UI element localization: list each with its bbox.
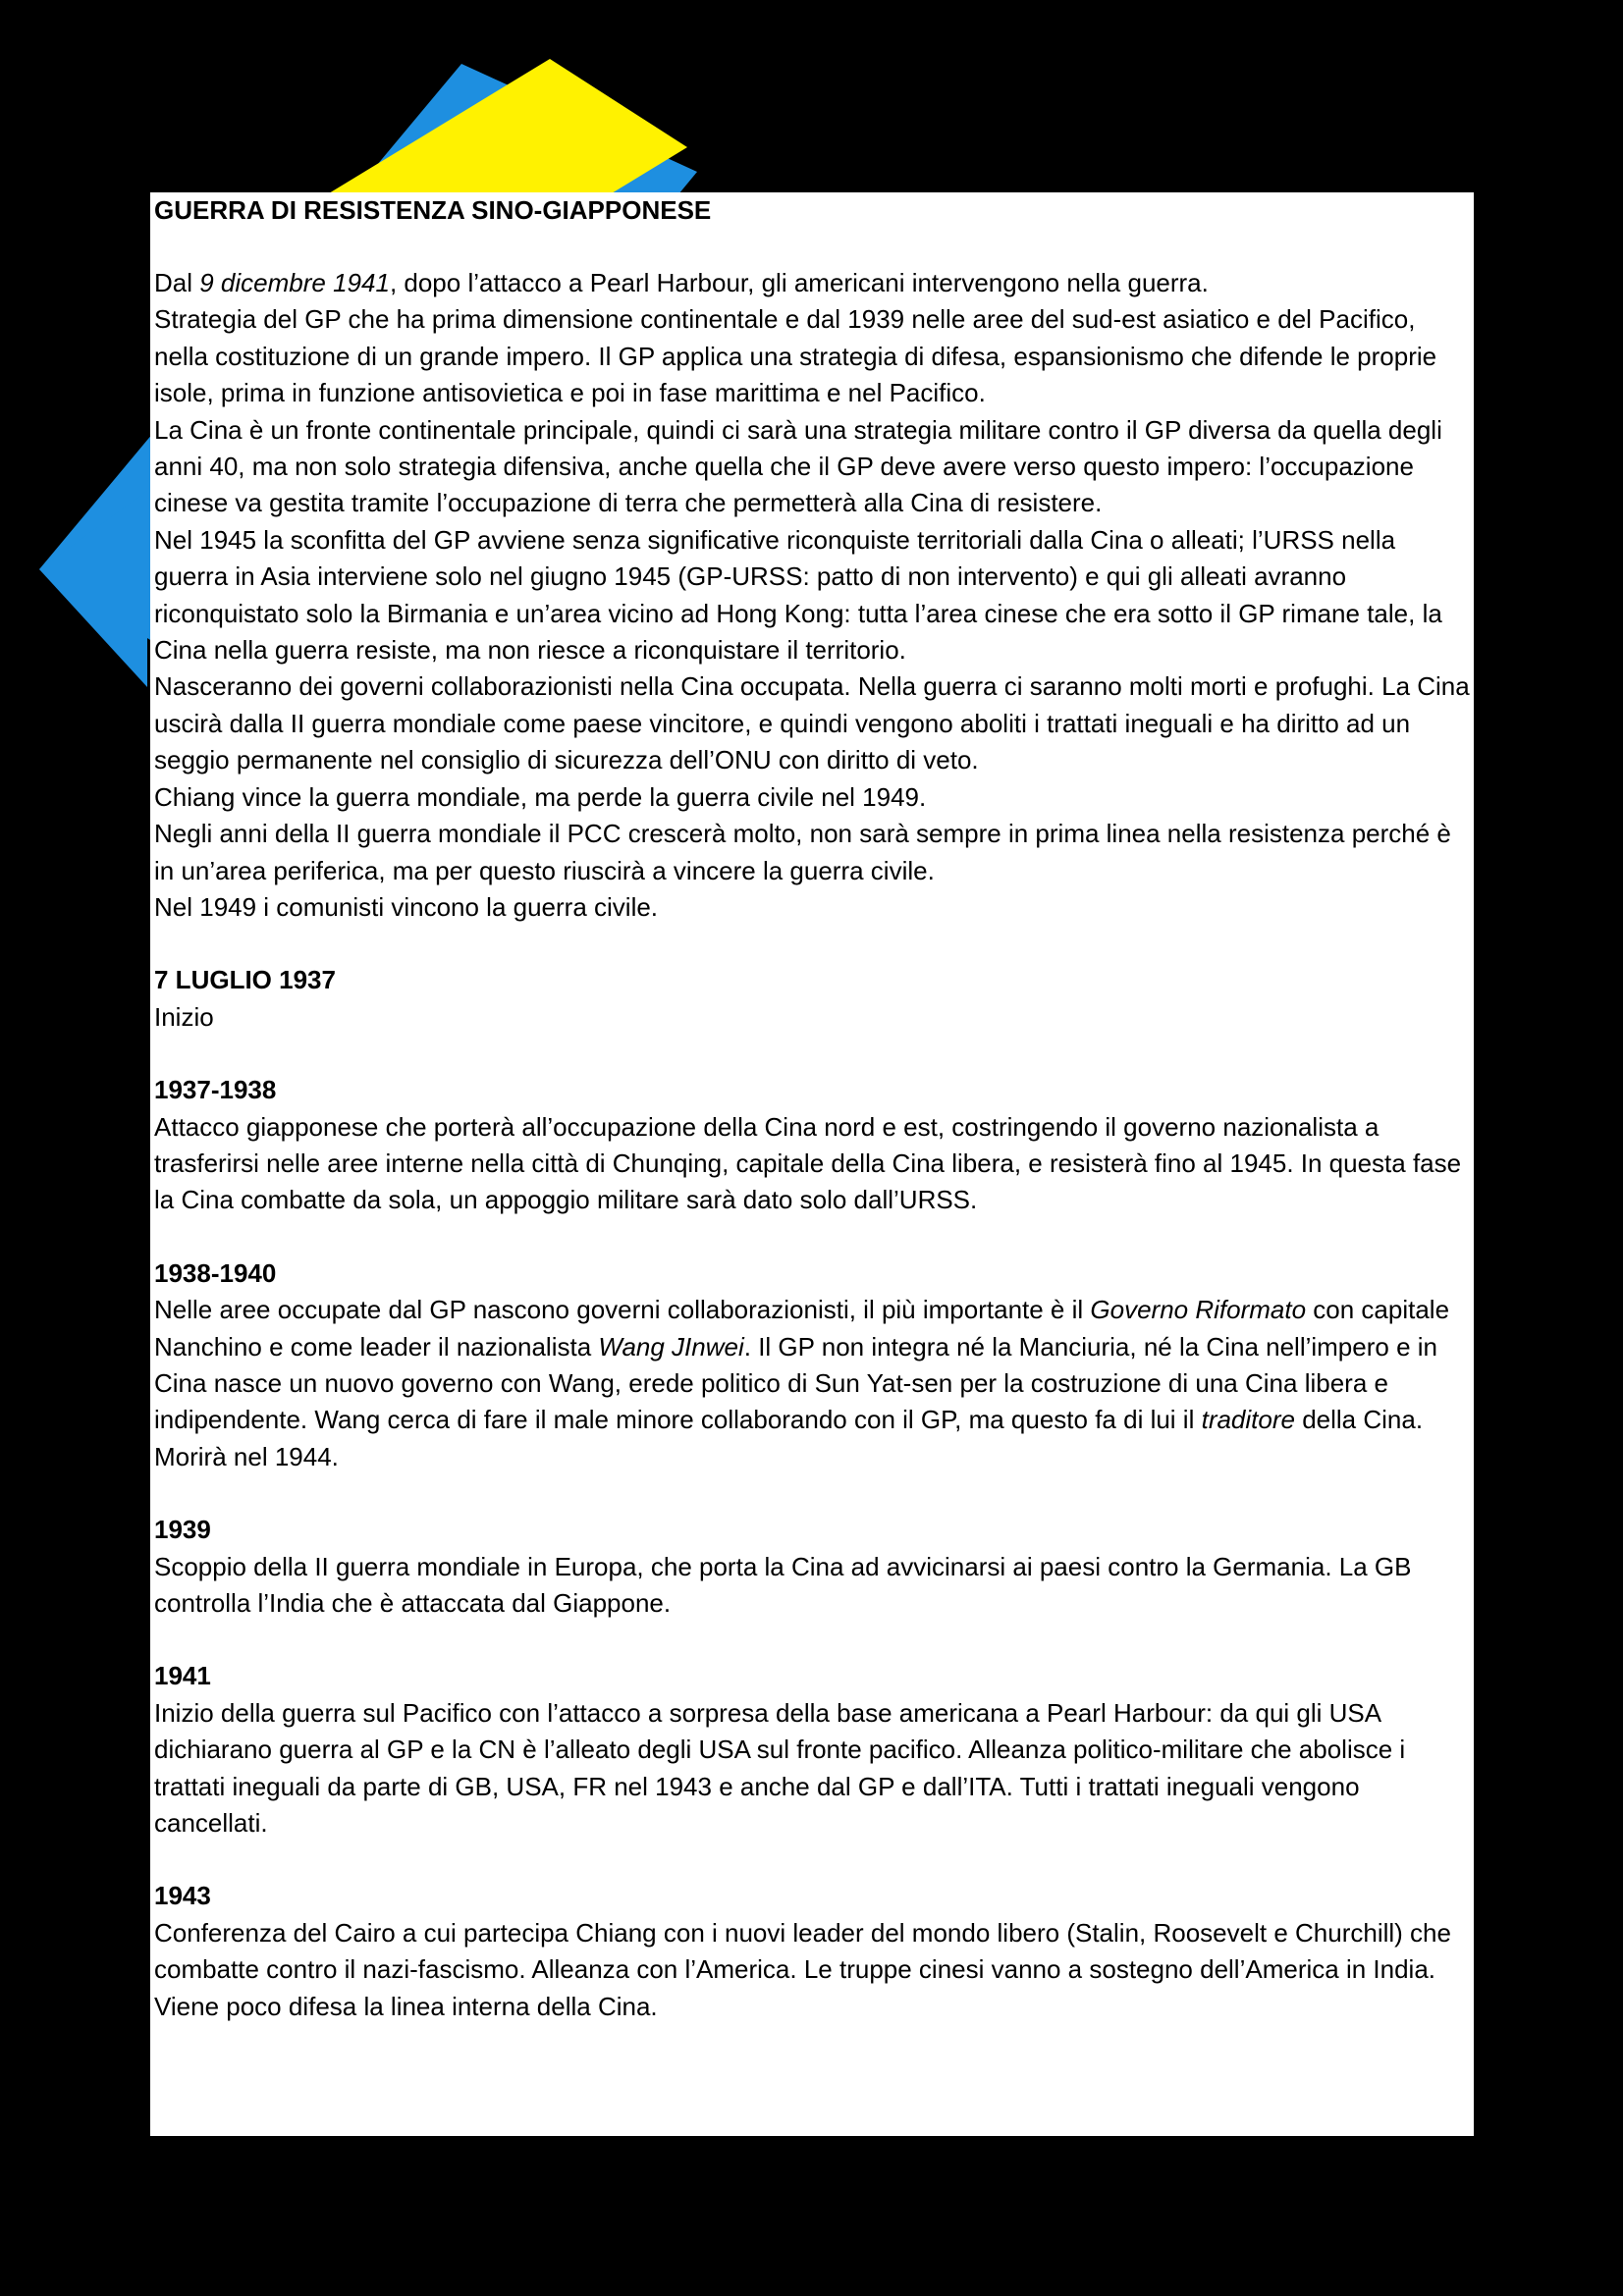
spacer	[154, 1036, 1470, 1072]
section-heading-1938-1940: 1938-1940	[154, 1257, 277, 1288]
spacer	[154, 1842, 1470, 1878]
intro-paragraph-6: Chiang vince la guerra mondiale, ma perde la guerra civile nel 1949.	[154, 781, 927, 812]
spacer	[154, 926, 1470, 962]
date-emphasis: 9 dicembre 1941	[199, 268, 390, 297]
section-text-1941: Inizio della guerra sul Pacifico con l’attacco a sorpresa della base americana a Pearl Harbour: da qui gli USA dichiarano guerra al GP e la CN è l’alleato degli USA sul fronte pacifico. Alleanza politico-militare che abolisce i trattati ineguali da parte di GB, USA, FR nel 1943 e anche dal GP e dall’ITA. Tutti i trattati ineguali vengono cancellati.	[154, 1697, 1406, 1839]
document-title: GUERRA DI RESISTENZA SINO-GIAPPONESE	[154, 195, 712, 225]
intro-paragraph-8: Nel 1949 i comunisti vincono la guerra civile.	[154, 891, 659, 922]
section-text-1937: Inizio	[154, 1001, 214, 1032]
section-heading-1937: 7 LUGLIO 1937	[154, 965, 336, 995]
intro-paragraph-2: Strategia del GP che ha prima dimensione continentale e dal 1939 nelle aree del sud-est asiatico e del Pacifico, nella costituzione di un grande impero. Il GP applica una strategia di difesa, espansionismo che difende le proprie isole, prima in funzione antisovietica e poi in fase marittima e nel Pacifico.	[154, 304, 1437, 408]
intro-paragraph-7: Negli anni della II guerra mondiale il PCC crescerà molto, non sarà sempre in prima linea nella resistenza perché è in un’area periferica, ma per questo riuscirà a vincere la guerra civile.	[154, 819, 1451, 885]
section-text-1937-1938: Attacco giapponese che porterà all’occupazione della Cina nord e est, costringendo il governo nazionalista a trasferirsi nelle aree interne nella città di Chunqing, capitale della Cina libera, e resisterà fino al 1945. In questa fase la Cina combatte da sola, un appoggio militare sarà dato solo dall’URSS.	[154, 1111, 1462, 1215]
section-text-1943: Conferenza del Cairo a cui partecipa Chiang con i nuovi leader del mondo libero (Stalin, Roosevelt e Churchill) che combatte contro il nazi-fascismo. Alleanza con l’America. Le truppe cinesi vanno a sostegno dell’America in India. Viene poco difesa la linea interna della Cina.	[154, 1917, 1451, 2021]
intro-paragraph-5: Nasceranno dei governi collaborazionisti nella Cina occupata. Nella guerra ci saranno molti morti e profughi. La Cina uscirà dalla II guerra mondiale come paese vincitore, e quindi vengono aboliti i trattati ineguali e ha diritto ad un seggio permanente nel consiglio di sicurezza dell’ONU con diritto di veto.	[154, 671, 1470, 775]
section-text-1938-1940: Nelle aree occupate dal GP nascono governi collaborazionisti, il più importante è il Governo Riformato con capitale Nanchino e come leader il nazionalista Wang JInwei. Il GP non integra né la Manciuria, né la Cina nell’impero e in Cina nasce un nuovo governo con Wang, erede politico di Sun Yat-sen per la costruzione di una Cina libera e indipendente. Wang cerca di fare il male minore collaborando con il GP, ma questo fa di lui il traditore della Cina. Morirà nel 1944.	[154, 1295, 1450, 1471]
spacer	[154, 1622, 1470, 1658]
section-heading-1937-1938: 1937-1938	[154, 1075, 277, 1105]
intro-paragraph-3: La Cina è un fronte continentale principale, quindi ci sarà una strategia militare contro il GP diversa da quella degli anni 40, ma non solo strategia difensiva, anche quella che il GP deve avere verso questo impero: l’occupazione cinese va gestita tramite l’occupazione di terra che permetterà alla Cina di resistere.	[154, 414, 1442, 518]
intro-paragraph-4: Nel 1945 la sconfitta del GP avviene senza significative riconquiste territoriali dalla Cina o alleati; l’URSS nella guerra in Asia interviene solo nel giugno 1945 (GP-URSS: patto di non intervento) e qui gli alleati avranno riconquistato solo la Birmania e un’area vicino ad Hong Kong: tutta l’area cinese che era sotto il GP rimane tale, la Cina nella guerra resiste, ma non riesce a riconquistare il territorio.	[154, 524, 1442, 666]
spacer	[154, 1475, 1470, 1512]
section-text-1939: Scoppio della II guerra mondiale in Europa, che porta la Cina ad avvicinarsi ai paesi contro la Germania. La GB controlla l’India che è attaccata dal Giappone.	[154, 1551, 1412, 1618]
spacer	[154, 1219, 1470, 1255]
section-heading-1941: 1941	[154, 1661, 211, 1691]
section-heading-1939: 1939	[154, 1515, 211, 1545]
intro-paragraph-1: Dal 9 dicembre 1941, dopo l’attacco a Pearl Harbour, gli americani intervengono nella guerra.	[154, 268, 1209, 297]
section-heading-1943: 1943	[154, 1881, 211, 1911]
spacer	[154, 229, 1470, 265]
document-page	[150, 192, 1474, 2136]
